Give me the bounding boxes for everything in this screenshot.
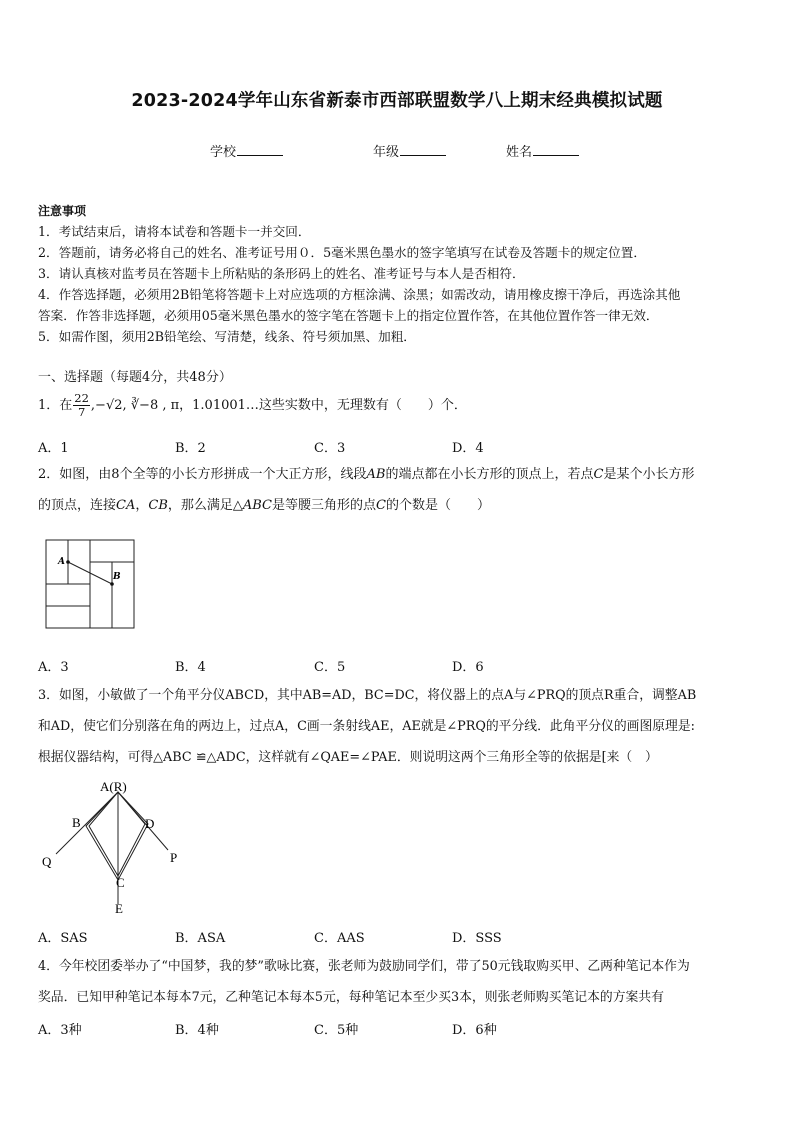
question-4-line-1: 4．今年校团委举办了“中国梦，我的梦”歌咏比赛，张老师为鼓励同学们，带了50元钱取购买甲、乙两种笔记本作为	[38, 959, 690, 974]
q1-option-a: A．1	[38, 441, 69, 456]
q3-label-p: P	[170, 850, 178, 865]
q2-text: ，那么满足△	[167, 498, 243, 513]
school-field	[210, 141, 283, 160]
section-heading: 一、选择题（每题4分，共48分）	[38, 370, 232, 385]
grade-label: 年级	[373, 145, 400, 160]
q2-option-c: C．5	[314, 660, 346, 675]
question-1	[38, 392, 467, 419]
question-2-line-2	[38, 497, 490, 515]
q3-label-d: D	[145, 816, 155, 831]
grade-blank[interactable]	[400, 143, 446, 156]
q2-text: 是等腰三角形的点	[272, 498, 377, 513]
q4-option-b: B．4种	[175, 1023, 219, 1038]
q1-fraction	[73, 392, 90, 419]
grade-field	[373, 141, 446, 160]
q4-option-d: D．6种	[452, 1023, 497, 1038]
q2-point: C	[593, 467, 604, 482]
question-3-line-2: 和AD，使它们分别落在角的两边上，过点A，C画一条射线AE，AE就是∠PRQ的平分线．此角平分仪的画图原理是:	[38, 719, 695, 734]
question-2-line-1	[38, 466, 694, 484]
q1-suffix: ，1.01001…这些实数中，无理数有（ ）个．	[179, 398, 467, 413]
q1-option-c: C．3	[314, 441, 346, 456]
q1-prefix: 1．在	[38, 398, 73, 413]
notes-heading: 注意事项	[38, 204, 87, 218]
note-item: 1．考试结束后，请将本试卷和答题卡一并交回．	[38, 224, 311, 239]
q2-triangle: ABC	[242, 498, 273, 513]
q3-label-e: E	[115, 901, 123, 916]
q3-label-q: Q	[42, 854, 52, 869]
q3-label-c: C	[116, 875, 125, 890]
note-item: 答案．作答非选择题，必须用05毫米黑色墨水的签字笔在答题卡上的指定位置作答，在其他位置作答一律无效．	[38, 308, 659, 323]
q3-option-c: C．AAS	[314, 931, 365, 946]
q2-text: 的端点都在小长方形的顶点上，若点	[385, 467, 594, 482]
q1-option-b: B．2	[175, 441, 206, 456]
name-field	[506, 141, 579, 160]
q2-text: 2．如图，由8个全等的小长方形拼成一个大正方形，线段	[38, 467, 367, 482]
q2-point-b	[110, 582, 114, 586]
school-label: 学校	[210, 145, 237, 160]
question-4-line-2: 奖品．已知甲种笔记本每本7元，乙种笔记本每本5元，每种笔记本至少买3本，则张老师购买笔记本的方案共有	[38, 990, 664, 1005]
school-blank[interactable]	[237, 143, 283, 156]
q2-label-b: B	[113, 572, 121, 582]
q2-text: 的个数是（ ）	[385, 498, 490, 513]
note-item: 4．作答选择题，必须用2B铅笔将答题卡上对应选项的方框涂满、涂黑；如需改动，请用橡皮擦干净后，再选涂其他	[38, 287, 681, 302]
question-3-line-1: 3．如图，小敏做了一个角平分仪ABCD，其中AB=AD，BC=DC，将仪器上的点A与∠PRQ的顶点R重合，调整AB	[38, 688, 697, 703]
q2-option-b: B．4	[175, 660, 206, 675]
q2-point: C	[376, 498, 386, 513]
q3-label-ar: A(R)	[100, 779, 127, 794]
q1-option-d: D．4	[452, 441, 484, 456]
q2-segment: AB	[366, 467, 386, 482]
q1-frac-den: 7	[77, 405, 86, 419]
note-item: 2．答题前，请务必将自己的姓名、准考证号用０．5毫米黑色墨水的签字笔填写在试卷及答题卡的规定位置．	[38, 245, 646, 260]
question-3-line-3: 根据仪器结构，可得△ABC ≌△ADC，这样就有∠QAE=∠PAE．则说明这两个三角形全等的依据是[来（ ）	[38, 750, 658, 765]
note-item: 5．如需作图，须用2B铅笔绘、写清楚，线条、符号须加黑、加粗．	[38, 329, 416, 344]
q2-text: 是某个小长方形	[603, 467, 695, 482]
name-blank[interactable]	[533, 143, 579, 156]
q2-segment: CA	[116, 498, 136, 513]
q1-math: ,−√2, ∛−8 , π	[90, 398, 180, 413]
note-item: 3．请认真核对监考员在答题卡上所粘贴的条形码上的姓名、准考证号与本人是否相符．	[38, 266, 525, 281]
q3-option-a: A．SAS	[38, 931, 88, 946]
q2-text: ，	[135, 498, 149, 513]
q2-option-a: A．3	[38, 660, 69, 675]
q2-point-a	[66, 560, 70, 564]
q1-frac-num: 22	[74, 391, 89, 405]
q4-option-c: C．5种	[314, 1023, 359, 1038]
q2-segment: CB	[148, 498, 168, 513]
q3-quad-inner	[89, 792, 145, 876]
q2-text: 的顶点，连接	[38, 498, 117, 513]
q2-option-d: D．6	[452, 660, 484, 675]
name-label: 姓名	[506, 145, 533, 160]
q4-option-a: A．3种	[38, 1023, 82, 1038]
q2-label-a: A	[58, 557, 65, 567]
q2-rectangle-figure	[44, 538, 138, 632]
q3-option-d: D．SSS	[452, 931, 502, 946]
q3-option-b: B．ASA	[175, 931, 226, 946]
q3-angle-bisector-figure	[36, 776, 186, 916]
page-title: 2023-2024学年山东省新泰市西部联盟数学八上期末经典模拟试题	[131, 91, 663, 111]
q3-label-b: B	[72, 815, 81, 830]
